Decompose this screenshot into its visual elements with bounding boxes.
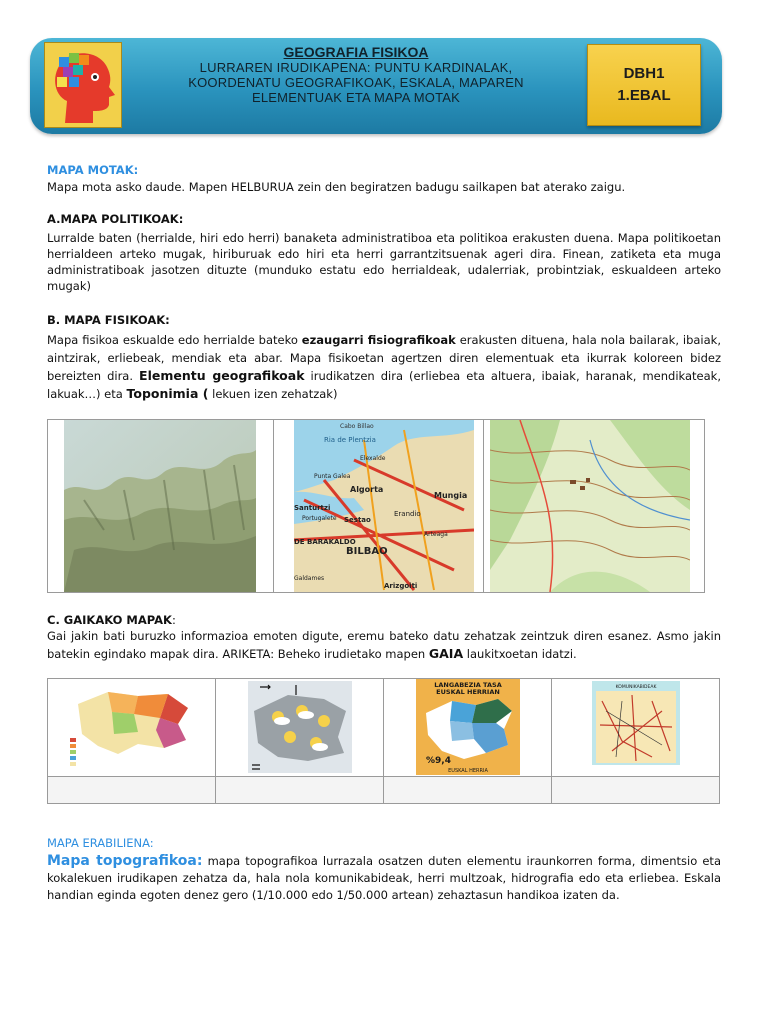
label-mungia: Mungia (434, 491, 468, 500)
topo-label: Mapa topografikoa: (47, 853, 203, 869)
fisikoak-text-4: lekuen izen zehatzak) (208, 387, 338, 401)
topo-text: mapa topografikoa lurrazala osatzen duten elementu iraunkorren forma, dimentsio eta kokalekuen irudikapen zehatza da, hala nola komunikabideak, herri multzoak, hidrografia edo eta erliebea. Eskala handian eginda egoten denez gero (1/10.000 edo 1/50.000 artean) zehaztasun handikoa izaten da. (47, 854, 721, 902)
politikoak-text: Lurralde baten (herrialde, hiri edo herri) banaketa administratiboa eta politikoa erakusten duena. Mapa politikoetan herrialdeen arteko mugak, hiriburuak edo hiri eta herri garrantzitsuenak ageri dira. Finean, zatiketa eta muga administratiboak jasotzen dituzte (munduko estatu edo herrialdeak, udalerriak, probintziak, eskualdeen arteko mugak) (47, 231, 721, 293)
gaikako-colon: : (171, 613, 176, 627)
topo-map-cell (484, 420, 705, 593)
label-sestao: Sestao (344, 516, 371, 524)
fisikoak-bold-1: ezaugarri fisiografikoak (301, 333, 456, 347)
subtitle-line-1: LURRAREN IRUDIKAPENA: PUNTU KARDINALAK, (199, 60, 513, 75)
fisikoak-bold-2: Elementu geografikoak (139, 368, 305, 383)
physical-maps-table (47, 419, 705, 593)
gaikako-heading: C. GAIKAKO MAPAK (47, 613, 172, 627)
course-badge (587, 44, 701, 126)
fisikoak-text (47, 331, 721, 403)
label-arteaga: Arteaga (424, 531, 448, 538)
label-barakaldo: DE BARAKALDO (294, 538, 356, 546)
topo-paragraph (47, 853, 721, 904)
bilbao-map-cell (274, 420, 484, 593)
label-elexalde: Elexalde (360, 455, 386, 462)
label-arizgoiti: Arizgoiti (384, 582, 418, 590)
fisikoak-text-3: irudikatzen dira (erliebea eta altuera, ibaiak, haranak, mendikateak, lakuak…) eta (47, 369, 721, 401)
answer-box-3[interactable] (384, 777, 552, 804)
fisikoak-text-2: erakusten dituena, hala nola bailarak, ibaiak, aintzirak, erliebeak, mendiak eta abar. Mapa fisikoetan agertzen diren elementuak eta ikurrak koloreen bidez bereizten dira. (47, 333, 721, 383)
head-puzzle-logo (44, 42, 122, 128)
fisikoak-text-1: Mapa fisikoa eskualde edo herrialde bateko (47, 333, 302, 347)
thematic-maps-table (47, 678, 720, 804)
mapa-motak-text: Mapa mota asko daude. Mapen HELBURUA zein den begiratzen badugu sailkapen bat aterako zaigu. (47, 180, 626, 194)
gaikako-text-2: laukitxoetan idatzi. (463, 647, 577, 661)
unemployment-percent: %9,4 (426, 756, 451, 766)
erabiliena-heading: MAPA ERABILIENA: (47, 836, 154, 850)
page-title: GEOGRAFIA FISIKOA (283, 44, 429, 60)
unemployment-footer: EUSKAL HERRIA (448, 768, 488, 774)
label-bilbao: BILBAO (346, 546, 388, 557)
badge-course: DBH1 (623, 65, 665, 82)
unemployment-title-2: EUSKAL HERRIAN (436, 688, 500, 696)
label-santurtzi: Santurtzi (294, 504, 331, 512)
label-cabo-billao: Cabo Billao (340, 423, 374, 430)
gaikako-bold-gaia: GAIA (428, 646, 464, 661)
answer-box-1[interactable] (48, 777, 216, 804)
population-thematic-map (68, 684, 198, 772)
label-punta-galea: Punta Galea (314, 473, 351, 480)
gaikako-text (47, 627, 721, 663)
label-erandio: Erandio (394, 510, 421, 518)
label-algorta: Algorta (350, 485, 384, 494)
thematic-map-cell-1 (48, 679, 216, 777)
mapa-motak-heading: MAPA MOTAK: (47, 163, 139, 177)
subtitle-line-2: KOORDENATU GEOGRAFIKOAK, ESKALA, MAPAREN (188, 75, 524, 90)
badge-evaluation: 1.EBAL (617, 87, 671, 104)
weather-thematic-map (248, 681, 352, 773)
unemployment-title-1: LANGABEZIA TASA (434, 681, 502, 689)
thematic-map-cell-3 (384, 679, 552, 777)
gaikako-text-1: Gai jakin bati buruzko informazioa emoten digute, eremu bateko datu zehatzak zeintzuk diren esanez. Asmo jakin batekin egindako mapak dira. ARIKETA: Beheko irudietako mapen (47, 629, 721, 661)
answer-box-4[interactable] (552, 777, 720, 804)
label-portugalete: Portugalete (302, 515, 337, 522)
label-galdames: Galdames (294, 575, 325, 582)
roads-thematic-map (592, 681, 680, 765)
thematic-map-cell-2 (216, 679, 384, 777)
gaikako-heading-line (47, 612, 721, 628)
fisikoak-heading: B. MAPA FISIKOAK: (47, 313, 170, 327)
header-title-block (132, 44, 580, 105)
shaded-relief-map (64, 420, 256, 592)
topographic-map (490, 420, 690, 592)
relief-map-cell (48, 420, 274, 593)
label-ria-plentzia: Ria de Plentzia (324, 436, 376, 444)
fisikoak-bold-3: Toponimia ( (126, 386, 209, 401)
subtitle-line-3: ELEMENTUAK ETA MAPA MOTAK (252, 90, 460, 105)
bilbao-road-map (294, 420, 474, 592)
thematic-map-cell-4 (552, 679, 720, 777)
answer-box-2[interactable] (216, 777, 384, 804)
unemployment-thematic-map (416, 679, 520, 775)
roads-title: KOMUNIKABIDEAK (615, 685, 657, 690)
politikoak-heading: A.MAPA POLITIKOAK: (47, 212, 184, 226)
